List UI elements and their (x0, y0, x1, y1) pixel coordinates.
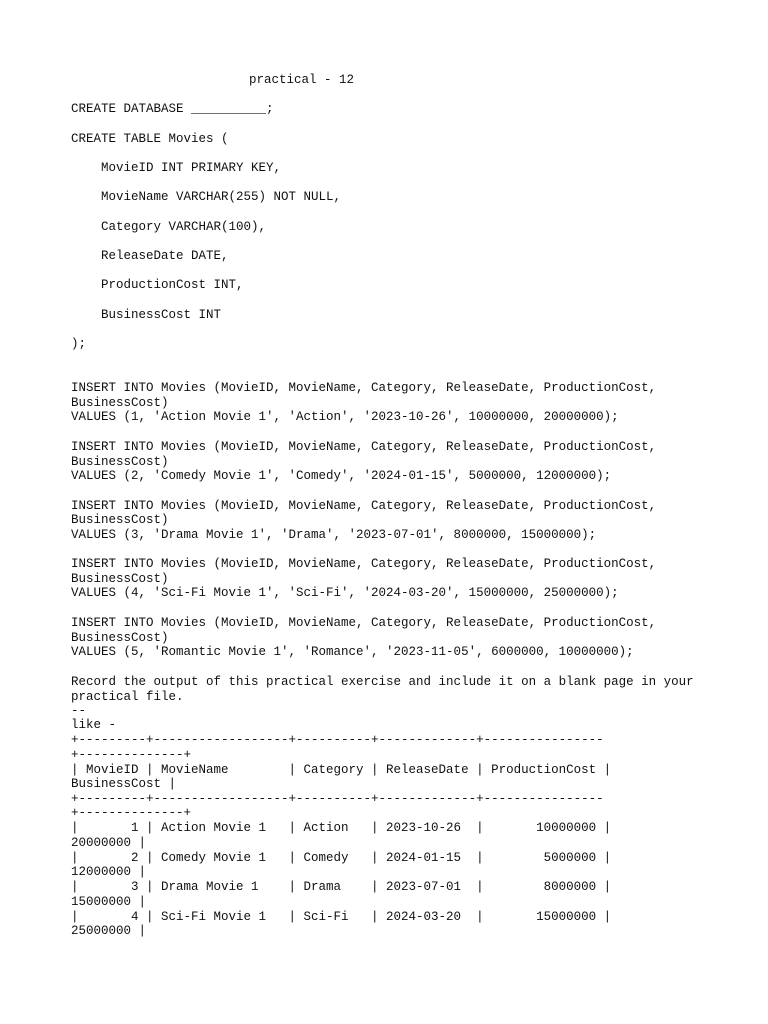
insert-line: INSERT INTO Movies (MovieID, MovieName, Category, ReleaseDate, ProductionCost, (71, 557, 657, 571)
instruction-line: practical file. (71, 690, 184, 704)
insert-line: VALUES (4, 'Sci-Fi Movie 1', 'Sci-Fi', '2024-03-20', 15000000, 25000000); (71, 586, 619, 600)
table-row: | 1 | Action Movie 1 | Action | 2023-10-26 | 10000000 | (71, 821, 612, 835)
table-row: | 3 | Drama Movie 1 | Drama | 2023-07-01 | 8000000 | (71, 880, 612, 894)
insert-line: BusinessCost) (71, 513, 169, 527)
column-definition: MovieName VARCHAR(255) NOT NULL, (101, 190, 342, 204)
table-border: +---------+------------------+----------+-------------+---------------- (71, 792, 604, 806)
insert-line: BusinessCost) (71, 396, 169, 410)
table-row: 20000000 | (71, 836, 147, 850)
instruction-line: -- (71, 704, 87, 718)
insert-line: INSERT INTO Movies (MovieID, MovieName, Category, ReleaseDate, ProductionCost, (71, 440, 657, 454)
insert-line: VALUES (1, 'Action Movie 1', 'Action', '2023-10-26', 10000000, 20000000); (71, 410, 619, 424)
table-border: +--------------+ (71, 806, 192, 820)
table-header: | MovieID | MovieName | Category | ReleaseDate | ProductionCost | (71, 763, 612, 777)
column-definition: MovieID INT PRIMARY KEY, (101, 161, 282, 175)
create-table-open: CREATE TABLE Movies ( (71, 132, 229, 146)
column-definition: ReleaseDate DATE, (101, 249, 229, 263)
insert-line: BusinessCost) (71, 631, 169, 645)
column-definition: BusinessCost INT (101, 308, 222, 322)
insert-line: VALUES (5, 'Romantic Movie 1', 'Romance', '2023-11-05', 6000000, 10000000); (71, 645, 634, 659)
column-definition: Category VARCHAR(100), (101, 220, 267, 234)
instruction-line: Record the output of this practical exercise and include it on a blank page in your (71, 675, 694, 689)
table-border: +--------------+ (71, 748, 192, 762)
table-row: 12000000 | (71, 865, 147, 879)
create-database-statement: CREATE DATABASE __________; (71, 102, 274, 116)
table-row: | 4 | Sci-Fi Movie 1 | Sci-Fi | 2024-03-20 | 15000000 | (71, 910, 612, 924)
table-row: | 2 | Comedy Movie 1 | Comedy | 2024-01-15 | 5000000 | (71, 851, 612, 865)
table-row: 25000000 | (71, 924, 147, 938)
insert-line: INSERT INTO Movies (MovieID, MovieName, Category, ReleaseDate, ProductionCost, (71, 381, 657, 395)
table-row: 15000000 | (71, 895, 147, 909)
instruction-line: like - (71, 718, 117, 732)
insert-line: VALUES (2, 'Comedy Movie 1', 'Comedy', '2024-01-15', 5000000, 12000000); (71, 469, 612, 483)
insert-line: BusinessCost) (71, 572, 169, 586)
page-title: practical - 12 (249, 73, 355, 87)
insert-line: INSERT INTO Movies (MovieID, MovieName, Category, ReleaseDate, ProductionCost, (71, 499, 657, 513)
table-header: BusinessCost | (71, 777, 177, 791)
table-border: +---------+------------------+----------+-------------+---------------- (71, 733, 604, 747)
insert-line: VALUES (3, 'Drama Movie 1', 'Drama', '2023-07-01', 8000000, 15000000); (71, 528, 597, 542)
insert-line: INSERT INTO Movies (MovieID, MovieName, Category, ReleaseDate, ProductionCost, (71, 616, 657, 630)
create-table-close: ); (71, 337, 87, 351)
insert-line: BusinessCost) (71, 455, 169, 469)
column-definition: ProductionCost INT, (101, 278, 244, 292)
